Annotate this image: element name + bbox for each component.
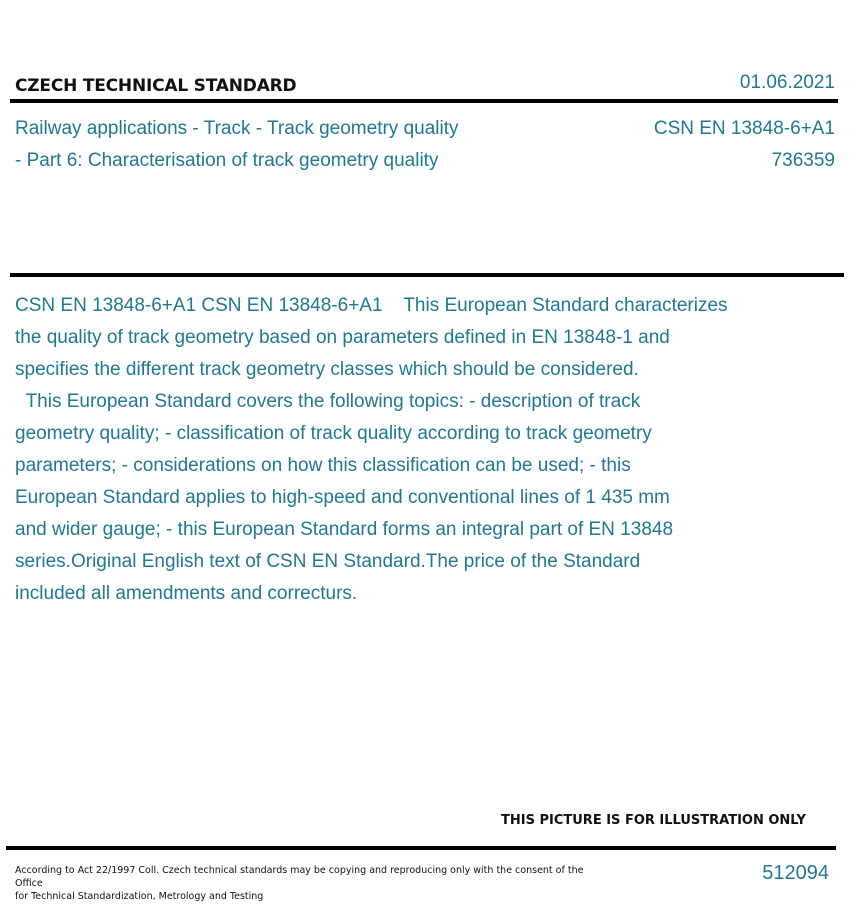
standard-code: CSN EN 13848-6+A1 <box>653 118 835 139</box>
footer-divider <box>6 846 836 850</box>
legal-notice-line-2: for Technical Standardization, Metrology and Testing <box>15 891 264 902</box>
document-type-label: CZECH TECHNICAL STANDARD <box>15 76 297 96</box>
classification-number: 736359 <box>771 150 835 171</box>
title-divider <box>10 273 844 277</box>
standard-description: CSN EN 13848-6+A1 CSN EN 13848-6+A1 This European Standard characterizes the quality of track geometry based on parameters defined in EN 13848-1 and specifies the different track geometry classes which should be considered. This European Standard covers the following topics: - description of track geometry quality; - classification of track quality according to track geometry parameters; - considerations on how this classification can be used; - this European Standard applies to high-speed and conventional lines of 1 435 mm and wider gauge; - this European Standard forms an integral part of EN 13848 series.Original English text of CSN EN Standard.The price of the Standard included all amendments and correcturs. <box>15 295 728 604</box>
document-number: 512094 <box>762 862 829 884</box>
illustration-disclaimer: THIS PICTURE IS FOR ILLUSTRATION ONLY <box>501 813 806 828</box>
standard-title-line-2: - Part 6: Characterisation of track geometry quality <box>15 150 439 171</box>
standard-title-line-1: Railway applications - Track - Track geometry quality <box>15 118 459 139</box>
publication-date: 01.06.2021 <box>739 72 835 93</box>
legal-notice-line-1: According to Act 22/1997 Coll. Czech technical standards may be copying and reproducing only with the consent of the Office <box>15 865 584 889</box>
header-divider <box>10 99 838 103</box>
legal-notice <box>15 864 595 903</box>
